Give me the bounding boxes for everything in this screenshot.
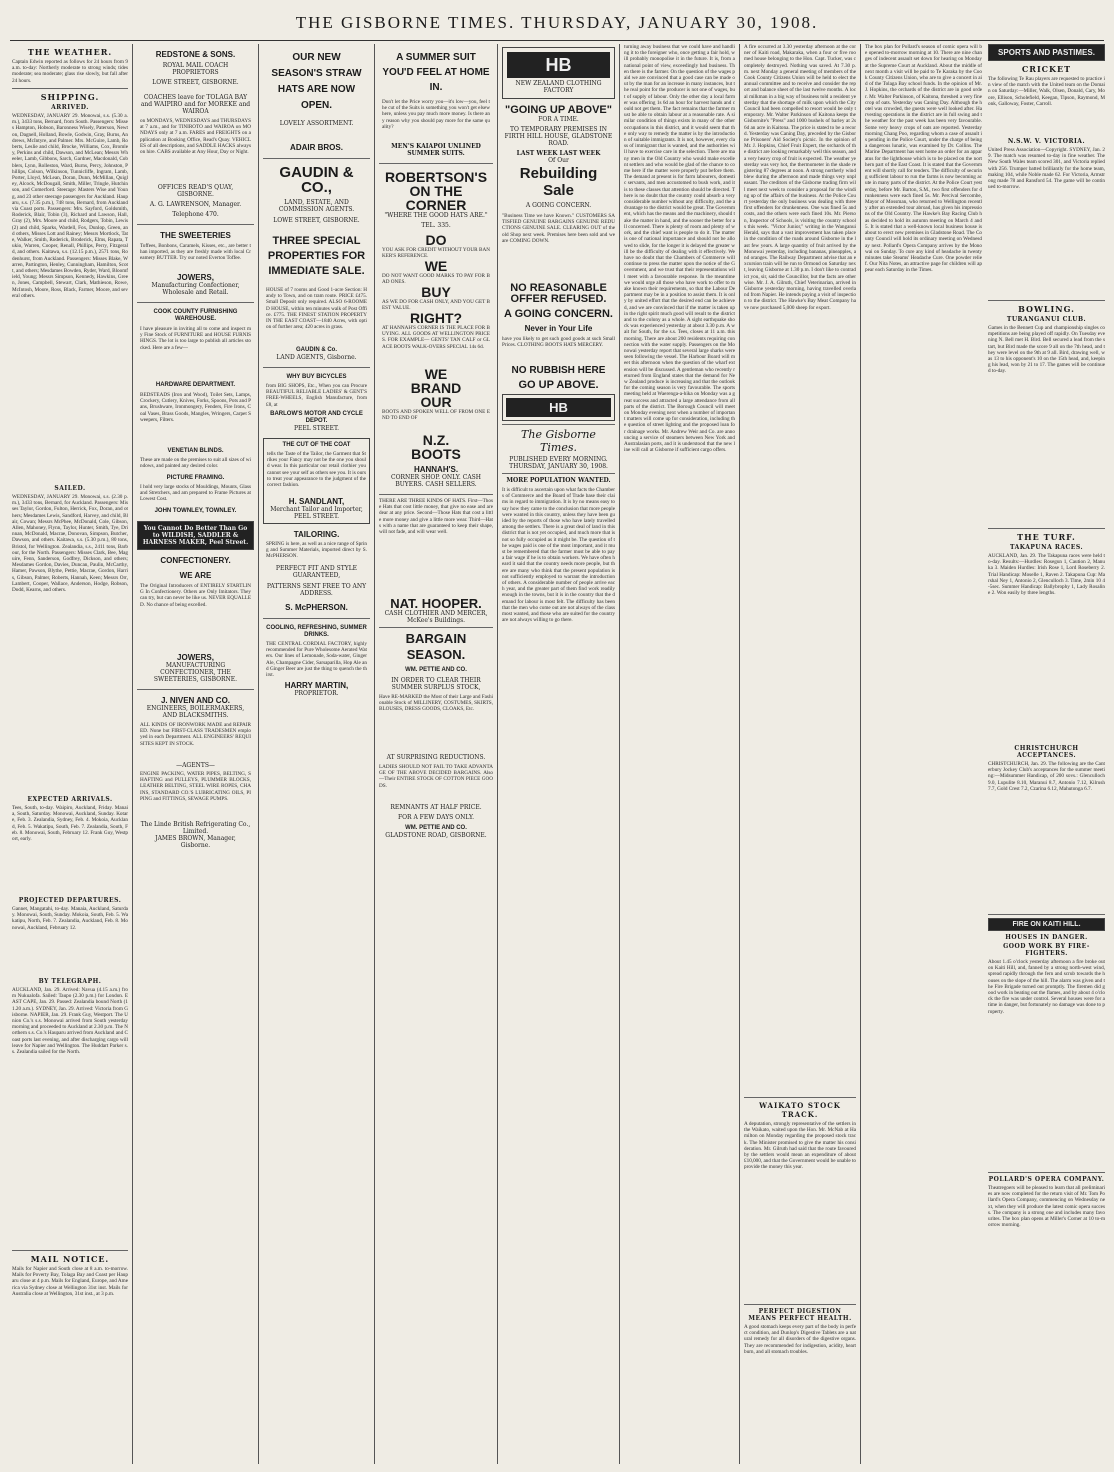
column-sports: [865, 44, 1105, 1464]
sailed-heading: SAILED.: [54, 485, 86, 492]
waikato-text: A deputation, strongly representative of the settlers in the Waikato, waited upon the Hon. Mr. McNab at Hamilton on Monday regarding the proposed stock track. The Minister promised to give the matter his consideration. Mr. Gilruth had said that the route favoured by the settlers would mean an expenditure of about £10,000, and that the Government would be unable to provide the money this year.: [744, 1121, 856, 1171]
wildish-ad: [137, 521, 254, 550]
news-text-2: A fire occurred at 3.30 yesterday afternoon at the corner of Kaiti road, Makaraka, when a four or five roomed house belonging to the Hon. Capt. Tucker, was completely destroyed. Nothing was saved. At 7.30 p.m. next Monday a general meeting of members of the Cook County Citizens Union will be held to elect the annual committee and to receive and consider the report and balance sheet of the last twelve months. A local milkman in a big way of business told a resident yesterday that the shortage of milk upon which the City Council had been compelled to resort would be only temporary. Mr. Walter Parkinson of Kaitona keeps the Gisbornite's "Press" and 1000 bushels of barley at 2s 6d an acre in Kaitona. The price is stated to be a record. Yesterday was Caning Day, preceded by the Gisborne Prisoners' Aid Society's picnic. In the opinion of Mr. J. Hopkins, Chief Fruit Expert, the orchards of the district are looking remarkably well this season, and a very heavy crop of fruit is expected. The weather yesterday was very hot, the thermometer in the shade registering 87 degrees at noon. A strong northerly wind blew during the afternoon and made things very unpleasant. The creditors of the Gisborne trading firm will meet next week to consider a proposal for the winding up of the affairs of the business. At the Police Court yesterday the only business was dealing with three first offenders for drunkenness. One was fined 5s and costs, and the others were each fined 10s. Mr. Pierson, Inspector of Schools, is visiting the country schools this week. "Victor Junior," writing in the Wanganui Herald, says that a vast improvement has taken place in the condition of the roads around Gisborne in the last few years. A large quantity of fruit arrived by the Monowai yesterday, including bananas, pineapples, and oranges. The Railway Department advise that an excursion train will be run to Ormond on Saturday next, leaving Gisborne at 1.30 p.m. I don't like to contradict you, sir, said the Councillor, but the facts are otherwise. Mr. J. A. Gilruth, Chief Veterinarian, arrived in Gisborne yesterday morning, having travelled overland from Napier. He intends paying a visit of inspection to the district. The Hawke's Bay Meat Company have now purchased 5,000 sheep for export.: [744, 44, 856, 311]
gaudin-text: HOUSE of 7 rooms and Good 1-acre Section: Handy to Town, and on tram route. PRICE £475. Small Deposit only required. ALSO 6-ROOMED HOUSE, within ten minutes walk of Post Office. £775. THE FINEST STATION PROPERTY IN THE EAST COAST—1840 Acres, with option of further area; 420 acres in grass.: [266, 287, 367, 331]
tailoring-ad: [263, 527, 370, 615]
bowling-heading: BOWLING.: [1018, 304, 1075, 314]
right-detail: AT HANNAH'S CORNER IS THE PLACE FOR BUYING. ALL GOODS AT WELLINGTON PRICES. FOR EXAMPLE— GENTS' TAN CALF or GLACE BOOTS WALK-OVERS SPECIAL 14s 6d.: [382, 325, 490, 350]
barlow-title: BARLOW'S MOTOR AND CYCLE DEPOT.: [270, 411, 363, 424]
wildish-text: You Cannot Do Better Than Go to WILDISH, SADDLER & HARNESS MAKER, Peel Street.: [142, 525, 249, 546]
picture-text: I hold very large stocks of Mouldings, Mounts, Glass and Stretchers, and am prepared to Frame Pictures at Lowest Cost.: [140, 484, 251, 503]
nz-logo-mark-2: HB: [506, 398, 611, 417]
cricket-text: The following Te Rau players are requested to practice in view of the match with the United team on the Domain on Saturday:—Miller, Walk, Olsen, Donald, Cary, Moore, Ellison, Scholefield, Keegan, Tipson, Raymond, Monk, Galloway, Foster, Carroll.: [988, 76, 1105, 107]
brand-text: BRAND: [410, 380, 462, 396]
coaches-text: COACHES leave for TOLAGA BAY and WAIPIRO and for MOREKE and WAIROA: [140, 94, 251, 115]
venetian-title: VENETIAN BLINDS.: [167, 448, 224, 454]
sweeteries-text: Toffees, Bonbons, Caramels, Kisses, etc., are better than imported, as they are freshly made with local Creamery BUTTER. Try our noted Everton Toffee.: [140, 243, 251, 262]
three-properties: THREE SPECIAL PROPERTIES FOR IMMEDIATE SALE.: [267, 235, 366, 277]
houses-heading: HOUSES IN DANGER.: [1005, 934, 1088, 941]
gaudin2-title: GAUDIN & Co.: [296, 347, 337, 353]
nz-text: N.Z.: [422, 432, 450, 448]
bicycles-text: from BIG SHOPS, Etc., When you can Procure BEAUTIFUL RELIABLE LADIES' & GENT'S FREE-WHEELS, English Manufacture, from £8, at: [266, 383, 367, 408]
divider: [379, 494, 493, 495]
robertsons-sub: "WHERE THE GOOD HATS ARE.": [384, 212, 488, 219]
rebuilding-title: Rebuilding: [519, 165, 598, 182]
divider: [263, 158, 370, 159]
niven-sub: ENGINEERS, BOILERMAKERS, AND BLACKSMITHS.: [146, 705, 245, 719]
offices-text: OFFICES READ'S QUAY, GISBORNE.: [157, 184, 234, 198]
gaudin-title: GAUDIN & CO.,: [279, 164, 354, 196]
james-brown: JAMES BROWN, Manager, Gisborne.: [155, 835, 236, 849]
hardware-text: BEDSTEADS (Iron and Wood), Toilet Sets, Lamps, Crockery, Cutlery, Knives, Forks, Spoons, Pots and Pans, Brushware, Ironmongery, Fenders, Fire Irons, Coal Vases, Brass Goods, Mangles, Wringers, Carpet Sweepers, Filters.: [140, 392, 251, 423]
nat-title: NAT. HOOPER.: [390, 596, 482, 611]
drinks-text: THE CENTRAL CORDIAL FACTORY, highly recommended for Pure Wholesome Aerated Waters. Our lines of Lemonade, Soda-water, Ginger Ale, Champagne Cider, Sarsaparilla, Hop Ale and Ginger Beer are just the thing to quench the thirst.: [266, 641, 367, 679]
rubbish-title: NO RUBBISH HERE: [511, 365, 606, 376]
telephone-text: Telephone 470.: [172, 211, 219, 218]
ladies-text: LADIES SHOULD NOT FAIL TO TAKE ADVANTAGE OF THE ABOVE DECIDED BARGAINS. Also—Their ENTIRE STOCK OF COTTON PIECE GOODS.: [379, 764, 493, 789]
bowling-text: Games in the Bennett Cup and championship singles competitions are being played off rapidly. On Tuesday evening N. Bell met H. Bird. Bell secured a lead from the start, but Bird made the score 9 all on the 7th head, and they were level on the 9th at 9 all. Bird, drawing well, was 13 to his opponent's 10 on the 15th head, and, keeping his lead, won by 21 to 17. The games will be continued to-day.: [988, 325, 1105, 375]
column-ads-1: [137, 44, 254, 1464]
divider: [502, 473, 615, 474]
lawrenson-text: A. G. LAWRENSON, Manager.: [149, 201, 242, 208]
news-text-1: turning away business that we could have and handling it to the foreigner who, once getting a fair hold, will probably monopolise it in the future. It is, from a national point of view, exceedingly bad business. Then there is the farmer. On the question of the wages paid we are convinced that a good case can be made out by the man for an increase in many instances, but the real point for the producer is not one of wages, but of supply of labour. Only the other day a local farmer was offering 1s 6d an hour for harvest hands and could not get them. The fact remains that the farmer must be able to obtain labour at a reasonable rate. A similar condition of things exists in many of the other occupations in this district, and it would seem that the only way to remedy the matter is by the introduction of suitable immigrants. It is not, however, every class of immigrant that is wanted, and the authorities will have to exercise care in the selection. There are many men in the Old Country who would make excellent settlers and who would be glad of the chance to come here if the matter were properly put before them. The demand at present is for farm labourers, domestic servants, and men accustomed to bush work, and it is to these classes that attention should be directed. There is no doubt that the country could absorb a very considerable number without any difficulty, and the advantage to the district would be great. The Government, which has the means and the machinery, should take the matter in hand, and the sooner the better for all concerned. There is plenty of room and plenty of work, and the chief want is people to do it. The matter is one of national importance and should not be allowed to slide, for the longer it is delayed the greater will be the difficulty of dealing with it effectively. We have no doubt that the Chambers of Commerce will continue to press the matter upon the notice of the Government, and we trust that their representations will meet with a favourable response. In the meantime we would urge all those who have work to offer to make known their requirements, so that the Labour Department may be in a position to assist them. It is only by united effort that the desired end can be achieved, and we are convinced that if the matter is taken up in the right spirit much good will result to the district and to the colony as a whole. A sight earthquake shock was experienced yesterday at about 3.30 p.m. A wait for South, for the s.s. Tees, closes at 11 a.m. this morning. There are about 200 residents requiring connection with the water supply. Passengers on the Monowai yesterday report that several large sharks were seen following the vessel. The Harbour Board will meet this afternoon when the question of the wharf extension will be discussed. A gentleman who recently returned from England states that the demand for New Zealand produce is increasing and that the outlook for the coming season is very favourable. The sports meeting held at Waerenga-a-hika on Monday was a great success and attracted a large attendance from all parts of the district. The Borough Council will meet on Monday evening next when a number of important matters will come up for consideration, including the question of street lighting and the proposed loan for drainage works. Mr. Andrew Weir and Co. are announcing a service of steamers between New York and Australasian ports, and it is understood that the new line will call at Gisborne if sufficient cargo offers.: [624, 44, 735, 454]
masthead-rule: [10, 40, 1104, 41]
takapuna-heading: TAKAPUNA RACES.: [1009, 544, 1084, 551]
turanganui-heading: TURANGANUI CLUB.: [1006, 316, 1087, 323]
expected-text: Tees, South, to-day. Waipiro, Auckland, Friday. Manaia, South, Saturday. Monowai, Auckland, Sunday. Kotare, Feb. 3. Zealandia, Sydney, Feb. 4. Mokoia, Auckland, Feb. 5. Wakatipu, South, Feb. 7. Zealandia, South, Feb. 8. Monowai, South, February 12. Frank Guy, Westport, early.: [12, 805, 128, 843]
editorial-date: THURSDAY, JANUARY 30, 1908.: [509, 463, 608, 470]
straw-hats-ad: [263, 47, 370, 155]
few-days-text: FOR A FEW DAYS ONLY.: [397, 814, 475, 821]
divider: [502, 424, 615, 425]
sale-title: Sale: [543, 182, 574, 199]
column-rule: [374, 44, 375, 1464]
do-detail: YOU ASK FOR CREDIT WITHOUT YOUR BANKER'S REFERENCE.: [382, 247, 490, 260]
kaiapoi-text: MEN'S KAIAPOI UNLINED SUMMER SUITS.: [391, 143, 481, 157]
coat-text: tells the Taste of the Tailor, the Garment that Strikes your Fancy may not be the one you should wear. In this particular our retail clothier you cannot see your self as others see you. It is ours to treat your appearance to the judgment of the correct fashion.: [267, 451, 366, 489]
robertsons-ad: [379, 167, 493, 491]
robertsons-title: ROBERTSON'S ON THE CORNER: [384, 169, 488, 213]
cook-county-title: COOK COUNTY FURNISHING WAREHOUSE.: [153, 309, 238, 322]
mail-heading: MAIL NOTICE.: [30, 1254, 110, 1264]
sweeteries-title: THE SWEETERIES: [160, 231, 231, 240]
we-are-text: WE ARE: [179, 571, 212, 580]
shipping-heading: SHIPPING.: [40, 92, 100, 102]
sandlant-sub: Merchant Tailor and Importer, PEEL STREET.: [270, 506, 363, 520]
christchurch-heading: CHRISTCHURCH ACCEPTANCES.: [1014, 745, 1079, 759]
health-heading: PERFECT DIGESTION MEANS PERFECT HEALTH.: [748, 1308, 852, 1322]
of-our: Of Our: [548, 157, 569, 164]
clothing-text: "Business Time we have Known." CUSTOMERS SATISFIED GENUINE BARGAINS GENUINE REDUCTIONS GENUINE SALE. CLEARING OUT of the old Shop next week. Premises here been sold and we are COMING DOWN.: [502, 213, 615, 244]
for-a-time: FOR A TIME.: [538, 116, 579, 123]
jowers2-sub: MANUFACTURING CONFECTIONER, THE SWEETERIES, GISBORNE.: [153, 662, 238, 683]
fire-heading: FIRE ON KAITI HILL.: [1012, 921, 1081, 928]
order-text: IN ORDER TO CLEAR THEIR SUMMER SURPLUS STOCK,: [391, 677, 481, 691]
buy-detail: AS WE DO FOR CASH ONLY, AND YOU GET BEST VALUE.: [382, 299, 490, 312]
perfect-fit: PERFECT FIT AND STYLE GUARANTEED,: [275, 565, 358, 579]
drinks-ad: [263, 622, 370, 700]
divider: [12, 88, 128, 89]
we-text: WE: [424, 258, 448, 274]
reasonable-title: NO REASONABLE OFFER REFUSED.: [510, 282, 607, 305]
cricket-heading: CRICKET: [1021, 64, 1072, 74]
fire-text: About 1.45 o'clock yesterday afternoon a fire broke out on Kaiti Hill, and, fanned by a strong north-west wind, spread rapidly through the fern and scrub towards the houses on the slope of the hill. The alarm was given and the Fire Brigade turned out promptly. The firemen did good work in beating out the flames, and by about 4 o'clock the fire was under control. Several houses were for a time in danger, but fortunately no damage was done to property.: [988, 959, 1105, 1015]
divider: [744, 1304, 856, 1305]
column-news-2: [744, 44, 856, 1464]
nz-clothing-logo-2: [502, 394, 615, 421]
waikato-heading: WAIKATO STOCK TRACK.: [759, 1101, 841, 1119]
divider: [263, 367, 370, 368]
nsw-text: United Press Association—Copyright. SYDNEY, Jan. 29. The match was resumed to-day in fine weather. The New South Wales team scored 301, and Victoria replied with 256. Trumper batted brilliantly for the home team, making 104, while Noble made 62. For Victoria, Armstrong made 78 and Ransford 54. The game will be continued to-morrow.: [988, 147, 1105, 191]
jowers2-title: JOWERS,: [177, 653, 214, 662]
mail-text: Mails for Napier and South close at 8 a.m. to-morrow. Mails for Poverty Bay, Tolaga Bay and Coast per Hauparu close at 4 p.m. Mails for England, Europe, and America via Sydney close at Wellington 31st inst. Mails for Australia close at Wellington, 31st inst., at 3 p.m.: [12, 1266, 128, 1297]
agents-text: ENGINE PACKING, WATER PIPES, BELTING, SHAFTING and PULLEYS, PLUMMER BLOCKS, LEATHER BELTING, STEEL WIRE ROPES, CHAINS, STANDARD CO.'S LUBRICATING OILS, PIPING and FITTINGS, SEWAGE PUMPS.: [140, 771, 251, 802]
buy-text: BUY: [421, 284, 451, 300]
telegraph-heading: BY TELEGRAPH.: [38, 978, 102, 985]
going-up-title: "GOING UP ABOVE": [504, 104, 612, 116]
pettie2-address: GLADSTONE ROAD, GISBORNE.: [385, 832, 487, 839]
column-shipping: [12, 44, 128, 1464]
refrig-text: The Linde British Refrigerating Co., Limited.: [140, 821, 251, 835]
our-text: OUR: [420, 394, 452, 410]
redstone-address: LOWE STREET, GISBORNE.: [152, 79, 239, 86]
sweeteries-ad: [137, 228, 254, 299]
hardware-title: HARDWARE DEPARTMENT.: [155, 382, 236, 388]
jowers-sub: Manufacturing Confectioner, Wholesale and Retail.: [151, 282, 240, 296]
health-text: A good stomach keeps every part of the body in perfect condition, and Dunlop's Digestive Tablets are a natural remedy for all disorders of the digestive organs. They are recommended for indigestion, acidity, heartburn, and all stomach troubles.: [744, 1324, 856, 1355]
summer-title: A SUMMER SUIT YOU'D FEEL AT HOME IN.: [382, 52, 490, 93]
times-title: The Gisborne Times.: [521, 428, 596, 454]
notices-text: The box plan for Pollard's season of comic opera will be opened to-morrow morning at 10. There are nine changes of indecent assault set down for hearing on Monday at the Supreme Court at Auckland. About the middle of next month a visit will be paid to Te Karaka by the Cook County Citizens Union, who are to give a concert in aid of the Tolaga Bay school funds. In the opinion of Mr. J. Hopkins, the orchards of the district are in good order. Mr. Walter Parkinson, of Kaitona, threshed a very fine crop of oats. Yesterday was Caning Day. Although the hotel was crowded, the guests were well looked after. Harvesting operations in the district are in full swing and the weather for the past week has been very favourable. Some very heavy crops of oats are reported. Yesterday morning Chang Poo, regarding whom a case of assault is pending in the Police Court, under the charge of being a dangerous lunatic, was examined by Dr. Collins. The Marine Department has sent home an order for an apparatus for the lighthouse which is to be placed on the northern part of the East Coast. It is stated that the Government will shortly call for tenders. The difficulty of securing sufficient labour to run the farms is now becoming acute in many parts of the district. At the Police Court yesterday, before Mr. Barton, S.M., two first offenders for drunkenness were each fined 5s. Mr. Percival Sercombe, Mayor of Mossman, who returned to Wellington recently after an extended tour abroad, has given his impressions of the Old Country. The Hawke's Bay Racing Club has decided to hold its autumn meeting on March 4 and 5. It is stated that a well-known local business house is about to erect new premises in Gladstone Road. The County Council will hold its ordinary meeting on Wednesday next. Pollard's Opera Company arrives by the Monowai on Sunday. To cure any kind of headache in twenty minutes take Steams' Headache Cure. One powder relief. Our Nita Notes, an attractive page for children will appear each Saturday in the Times.: [865, 44, 982, 274]
good-work-heading: GOOD WORK BY FIRE-FIGHTERS.: [1003, 943, 1090, 957]
cut-title: THE CUT OF THE COAT: [282, 442, 351, 448]
confectionery-title: CONFECTIONERY.: [160, 556, 231, 565]
masthead: [0, 0, 1114, 40]
we-detail: DO NOT WANT GOOD MARKS TO PAY FOR BAD ONES.: [382, 273, 490, 286]
column-ads-2: [263, 44, 370, 1464]
martin-title: HARRY MARTIN,: [284, 681, 349, 690]
divider: [988, 300, 1105, 301]
venetian-text: These are made on the premises to suit all sizes of windows, and painted any desired color.: [140, 457, 251, 470]
hannahs-title: HANNAH'S.: [413, 465, 459, 474]
projected-text: Gannet, Mangatahi, to-day. Manaia, Auckland, Saturday. Monowai, South, Sunday. Mokoia, South, Feb. 5. Wakatipu, North, Feb. 7. Zealandia, Auckland, Feb. 8. Monowai, Auckland, February 12.: [12, 906, 128, 931]
last-week: LAST WEEK LAST WEEK: [516, 150, 601, 157]
column-news-1: [624, 44, 735, 1464]
nsw-heading: N.S.W. V. VICTORIA.: [1007, 138, 1086, 145]
boots-text: BOOTS: [411, 446, 461, 462]
sports-column: [988, 44, 1105, 1464]
bargain-title: BARGAIN SEASON.: [405, 631, 467, 662]
column-rule: [132, 44, 133, 1464]
bicycles-ad: [263, 371, 370, 435]
do-text: DO: [425, 232, 447, 248]
barlow-sub: PEEL STREET.: [293, 425, 340, 432]
hannahs-sub: CORNER SHOP. ONLY. CASH BUYERS. CASH SELLERS.: [390, 474, 482, 488]
divider: [988, 1172, 1105, 1173]
bargain-text: Have RE-MARKED the Most of their Large and Fashionable Stock of MILLINERY, COSTUMES, SKIRTS, BLOUSES, DRESS GOODS, CLOAKS, Etc.: [379, 694, 493, 713]
divider: [988, 528, 1105, 529]
column-clothing-factory: [502, 44, 615, 1464]
divider: [263, 618, 370, 619]
column-rule: [739, 44, 740, 1464]
pettie2-title: WM. PETTIE AND CO.: [405, 825, 467, 831]
column-rule: [497, 44, 498, 1464]
niven-text: ALL KINDS OF IRONWORK MADE and REPAIRED. None but FIRST-CLASS TRADESMEN employed in each Department. ALL ENGINEERS' REQUISITES KEPT IN STOCK.: [140, 722, 251, 747]
cook-county-ad: [137, 306, 254, 518]
agents-title: —AGENTS—: [176, 762, 215, 769]
tel-text: TEL. 335.: [421, 222, 451, 229]
divider: [744, 1097, 856, 1098]
divider: [12, 1250, 128, 1251]
straw-hats-title: OUR NEW SEASON'S STRAW HATS ARE NOW OPEN.: [271, 52, 362, 111]
our-detail: BOOTS AND SPOKEN WELL OF FROM ONE END TO END OF: [382, 409, 490, 422]
surprising-text: AT SURPRISING REDUCTIONS.: [386, 754, 486, 761]
gaudin-sub: LAND, ESTATE, AND COMMISSION AGENTS.: [278, 199, 355, 213]
coat-ad: [263, 438, 370, 524]
turf-text: AUCKLAND, Jan. 29. The Takapuna races were held to-day. Results:—Hurdles: Rosegun 1, Caution 2, Manuka 3. Maiden Hurdles: Irish Rose 1, Lord Roseberry 2. Trial Handicap: Moselle 1, Raven 2. Takapuna Cup: Marshal Ney 1, Antonio 2, Glenculloch 3. Time, 2min 10 4-5sec. Summer Handicap: Ballybrophy 1, Lady Rosaline 2. Won easily by three lengths.: [988, 553, 1105, 597]
coaches-detail: on MONDAYS, WEDNESDAYS and THURSDAYS at 7 a.m., and for TINIROTO and WAIROA on MONDAYS only at 7 a.m. FARES and FREIGHTS on application at Booking Office, Read's Quay. VEHICLES of all descriptions, and SADDLE HACKS always on hire. CABS available at Any Hour, Day or Night.: [140, 118, 251, 156]
redstone-sub: ROYAL MAIL COACH PROPRIETORS: [162, 62, 229, 76]
published-text: PUBLISHED EVERY MORNING.: [509, 456, 608, 463]
mcpherson-title: S. McPHERSON.: [285, 603, 348, 612]
tailoring-title: TAILORING.: [293, 530, 340, 539]
going-concern2: A GOING CONCERN.: [504, 308, 613, 320]
pollard-heading: POLLARD'S OPERA COMPANY.: [988, 1176, 1105, 1183]
pettie-title: WM. PETTIE AND CO.: [405, 667, 467, 673]
temporary-text: TO TEMPORARY PREMISES IN FIRTH HILL HOUSE, GLADSTONE ROAD.: [504, 126, 613, 147]
sports-banner: [988, 44, 1105, 61]
column-rule: [619, 44, 620, 1464]
picture-title: PICTURE FRAMING.: [166, 475, 225, 481]
weather-text: Captain Edwin reported as follows for 24 hours from 9 a.m. to-day: Northerly moderate to strong winds; tides moderate; sea moderate; glass rise slowly, but fall after 24 hours.: [12, 59, 128, 84]
we2-text: WE: [424, 366, 448, 382]
tailoring-text: SPRING is here, as well as a nice range of Spring and Summer Materials, imported direct by S. McPHERSON.: [266, 541, 367, 560]
divider: [379, 163, 493, 164]
going-concern: A GOING CONCERN.: [525, 202, 592, 209]
arrived-text: WEDNESDAY, JANUARY 29. Monowai, s.s. (5.30 a.m.), 3433 tons, Bernard, from South. Passengers: Misses Hampton, Hobson, Baronness Wisely, Paterson, Newton, Dagnell, Holland, Bowle, Godwin, Gray, Burns, Andrews, McIntyre, and Palmer. Mrs. McGuire, Lamb, Roberts, Leslie and child, Brocke, Williams, Cox, Bromley, Perkins and child, Dawson, and McLean; Messrs Wheeler, Lamb, Gibbons, Sarch, Gardner, Macdonald, Cobblers, Lynn, Rolleston, Ward, Burns, Percy, Johnston, Phillips, Colson, Wilkinson, Tunnicliffe, Ingram, Lamb, Porter, Lloyd, McLean, Doran, Dunn, McMillan, Quigley, Alcock, McDougall, Smith, Miller, Tringle, Hutchinson, and Comerford. Steerage: Masters Wise and Young, and 23 other steerage passengers for Auckland. Hauparu, s.s. (7.35 p.m.), 748 tons, Bernard, from Auckland via Coast ports. Passengers: Mrs. Sayford, Goldsmith, Roderick, Blair, Tobin (3), Richard and Lawson, Hall, Gray (2), Mrs. Moore and child, Rodgers, Tobin, Lewis (2) and child, Sparks, Wardell, Fox, Dunlop, Green, and others, Misses Lott and Rainey; Messrs Mortlock, Tate, Walker, Smith, Roderick, Broderick, Elms, Rapata, Tukio, Warren, Cooper, Renall, Phillips, Perry, Fitzgerald, and others. Kaitawa, s.s. (12.15 p.m.), 2571 tons, Rodenhurst, from Auckland. Passengers: Misses Blake, Warren, Partington, Henley, Cunningham, Hamilton, Scott, and others; Mesdames Bowden, Ryder, Ward, Bloomfield, Young; Messrs Simpson, Kennedy, Hawkins, Green, Jones, Campbell, Stewart, Clark, Mathieson, Rowe, McIntosh, Moore, Ross, Black, Farmer, Moore, and several others.: [12, 113, 128, 299]
sports-columns: [865, 44, 1105, 1464]
gaudin-ad: [263, 162, 370, 364]
adair-title: ADAIR BROS.: [290, 143, 343, 152]
nat-sub: CASH CLOTHIER AND MERCER, McKee's Buildings.: [384, 610, 488, 624]
telegraph-text: AUCKLAND, Jan. 29. Arrived: Navua (4.15 a.m.) from Nukualofa. Sailed: Taupo (2.30 p.m.) for London. EAST CAPE, Jan. 29. Passed: Zealandia bound North (11.20 a.m.). SYDNEY, Jan. 29. Arrived: Victoria from Gisborne. NAPIER, Jan. 29. Frank Guy, Westport. The Union Co.'s s.s. Monowai arrived from South yesterday morning and proceeded to Auckland at 2.30 p.m. The Northern s.s. Co.'s Hauparu arrived from Auckland and Coast ports last evening, and after discharging cargo will leave for Napier and Wellington. The Huddart Parker s.s. Zealandia sailed for the North.: [12, 987, 128, 1056]
gaudin2-sub: LAND AGENTS, Gisborne.: [276, 354, 357, 361]
editorial-text: It is difficult to ascertain upon what facts the Chambers of Commerce and the Board of Trade base their claims in regard to immigration. It is by no means easy to say how they came to the conclusion that more people were wanted in this country, unless they have been guided by the reports of those who have lately travelled among the settlers. There is a great deal of land in this district that is not yet occupied, and much more that is not so fully occupied as it might be. The question of the wages paid is one of the most important, and it must be remembered that the farmer must be able to pay a fair wage if he is to obtain workers. We have often heard it said that the country needs more people, but there are many who think that the present population is not sufficiently employed to warrant the introduction of others. A considerable number of people arrive each year, and the greater part of them find work readily enough in the towns, but it is in the country that the demand for labour is most felt. The difficulty has been that the men who come out are not always of the class most wanted, and those who are suited for the country are not always willing to go there.: [502, 487, 615, 624]
divider: [137, 224, 254, 225]
expected-heading: EXPECTED ARRIVALS.: [27, 796, 113, 803]
never-title: Never in Your Life: [524, 324, 593, 333]
arrived-heading: ARRIVED.: [51, 104, 89, 111]
redstone-ad: [137, 47, 254, 221]
hats-text: THERE ARE THREE KINDS OF HATS. First—Those Hats that cost little money, that give no ease and are dear at any price. Second—Those Hats that cost a little more money and give a little more wear. Third—Hats with a name that are guaranteed to keep their shape, will not fade, and will wear well.: [379, 498, 493, 536]
townley-title: JOHN TOWNLEY, TOWNLEY.: [154, 508, 237, 514]
nz-clothing-title: NEW ZEALAND CLOTHING FACTORY: [515, 80, 602, 94]
confectionery-text: The Original Introducers of ENTIRELY STARTLING In Confectionery. Others are Only Imitators. They can try, but can never be like us. NEVER EQUALLED. No chance of being excelled.: [140, 583, 251, 608]
martin-sub: PROPRIETOR.: [294, 690, 339, 697]
projected-heading: PROJECTED DEPARTURES.: [18, 897, 122, 904]
summer-suit-ad: [379, 47, 493, 160]
patterns-text: PATTERNS SENT FREE TO ANY ADDRESS.: [266, 583, 367, 597]
divider: [137, 302, 254, 303]
divider: [988, 914, 1105, 915]
redstone-title: REDSTONE & SONS.: [155, 50, 236, 59]
nz-logo-mark: HB: [507, 52, 610, 78]
remnants-text: REMNANTS AT HALF PRICE.: [390, 804, 482, 811]
never-text: have you likely to get such good goods at such Small Prices. CLOTHING BOOTS HATS MERCERY.: [502, 336, 615, 349]
notices-column: [865, 44, 982, 1464]
jowers-title: JOWERS,: [177, 273, 214, 282]
nz-clothing-logo: [502, 47, 615, 99]
niven-title: J. NIVEN AND CO.: [160, 696, 231, 705]
turf-heading: THE TURF.: [1017, 532, 1076, 542]
sandlant-title: H. SANDLANT,: [288, 497, 345, 506]
niven-ad: [137, 693, 254, 852]
go-up-title: GO UP ABOVE.: [518, 379, 599, 391]
why-buy: WHY BUY BICYCLES: [286, 374, 347, 380]
weather-heading: THE WEATHER.: [27, 47, 113, 57]
summer-text: Don't let the Price worry you—it's low—you, feel the cut of the Suits is something you won't get elsewhere, unless you pay much more money. Is there any reason why you should pay more for the same quality?: [382, 99, 490, 130]
lovely-text: LOVELY ASSORTMENT.: [279, 120, 354, 127]
divider: [137, 689, 254, 690]
gaudin-address: LOWE STREET, GISBORNE.: [273, 217, 360, 224]
pollard-text: Theatregoers will be pleased to learn that all preliminaries are now completed for the return visit of Mr. Tom Pollard's Opera Company, commencing on Wednesday next, when they will produce the latest comic opera success. The company is a strong one and includes many favourites. The box plan opens at Miller's Corner at 10 to-morrow morning.: [988, 1185, 1105, 1229]
confectionery-ad: [137, 553, 254, 686]
column-ads-3: [379, 44, 493, 1464]
divider: [379, 627, 493, 628]
column-rule: [860, 44, 861, 1464]
cook-county-text: I have pleasure in inviting all to come and inspect my Fine Stock of FURNITURE and HOUSE FURNISHINGS. The lot is too large to publish all articles stocked. Here are a few—: [140, 326, 251, 351]
column-rule: [258, 44, 259, 1464]
sports-heading: SPORTS AND PASTIMES.: [998, 48, 1095, 57]
sailed-text: WEDNESDAY, JANUARY 29. Monowai, s.s. (2.30 p.m.), 3433 tons, Bernard, for Auckland. Passengers: Misses Taylor, Gordon, Fulton, Herrick, Fox, Doran, and others; Mesdames Lewis, Sandford, Harvey, and child, Blair, Cowan; Messrs McPhee, McDonald, Cole, Gibson, Allen, Mahoney, Flynn, Taylor, Hunter, Smith, Tye, Drinnan, McDonald, Macrae, Donovan, Simpson, Butcher, Dawson, and others. Kaitawa, s.s. (5.30 p.m.), 80 tons, Bristol, for Wellington. Zealandia, s.s., 2411 tons, Barbour, for the North. Passengers: Misses Clark, Bee, Maguire, Fenn, Sanderson, Godfrey, Dickson, and others; Mesdames Gordon, Davies, Duncan, Paulin, McCarthy, Hamer, Pawson, Blythe, Pettie, Macrae, Gordon, Harris, Gibson, Palmer, Roberts, Hannah, Keen; Messrs Orr, Lambert, Cooper, Wallace, Anderson, Hodge, Robson, Dodd, Kearns, and others.: [12, 494, 128, 594]
fire-banner: [988, 918, 1105, 931]
right-text: RIGHT?: [409, 310, 463, 326]
masthead-title: THE GISBORNE TIMES. THURSDAY, JANUARY 30, 1908.: [295, 13, 819, 32]
christchurch-text: CHRISTCHURCH, Jan. 29. The following are the Canterbury Jockey Club's acceptances for the summer meeting:—Midsummer Handicap, of 200 sovs.: Glenculloch 9.0, Lupulite 8.10, Maranui 8.7, Antonio 7.12, Kilrush 7.7, Gold Crest 7.2, Czarina 6.12, Mahutonga 6.7.: [988, 761, 1105, 792]
cooling-title: COOLING, REFRESHING, SUMMER DRINKS.: [266, 625, 367, 638]
more-pop-title: MORE POPULATION WANTED.: [506, 477, 611, 484]
